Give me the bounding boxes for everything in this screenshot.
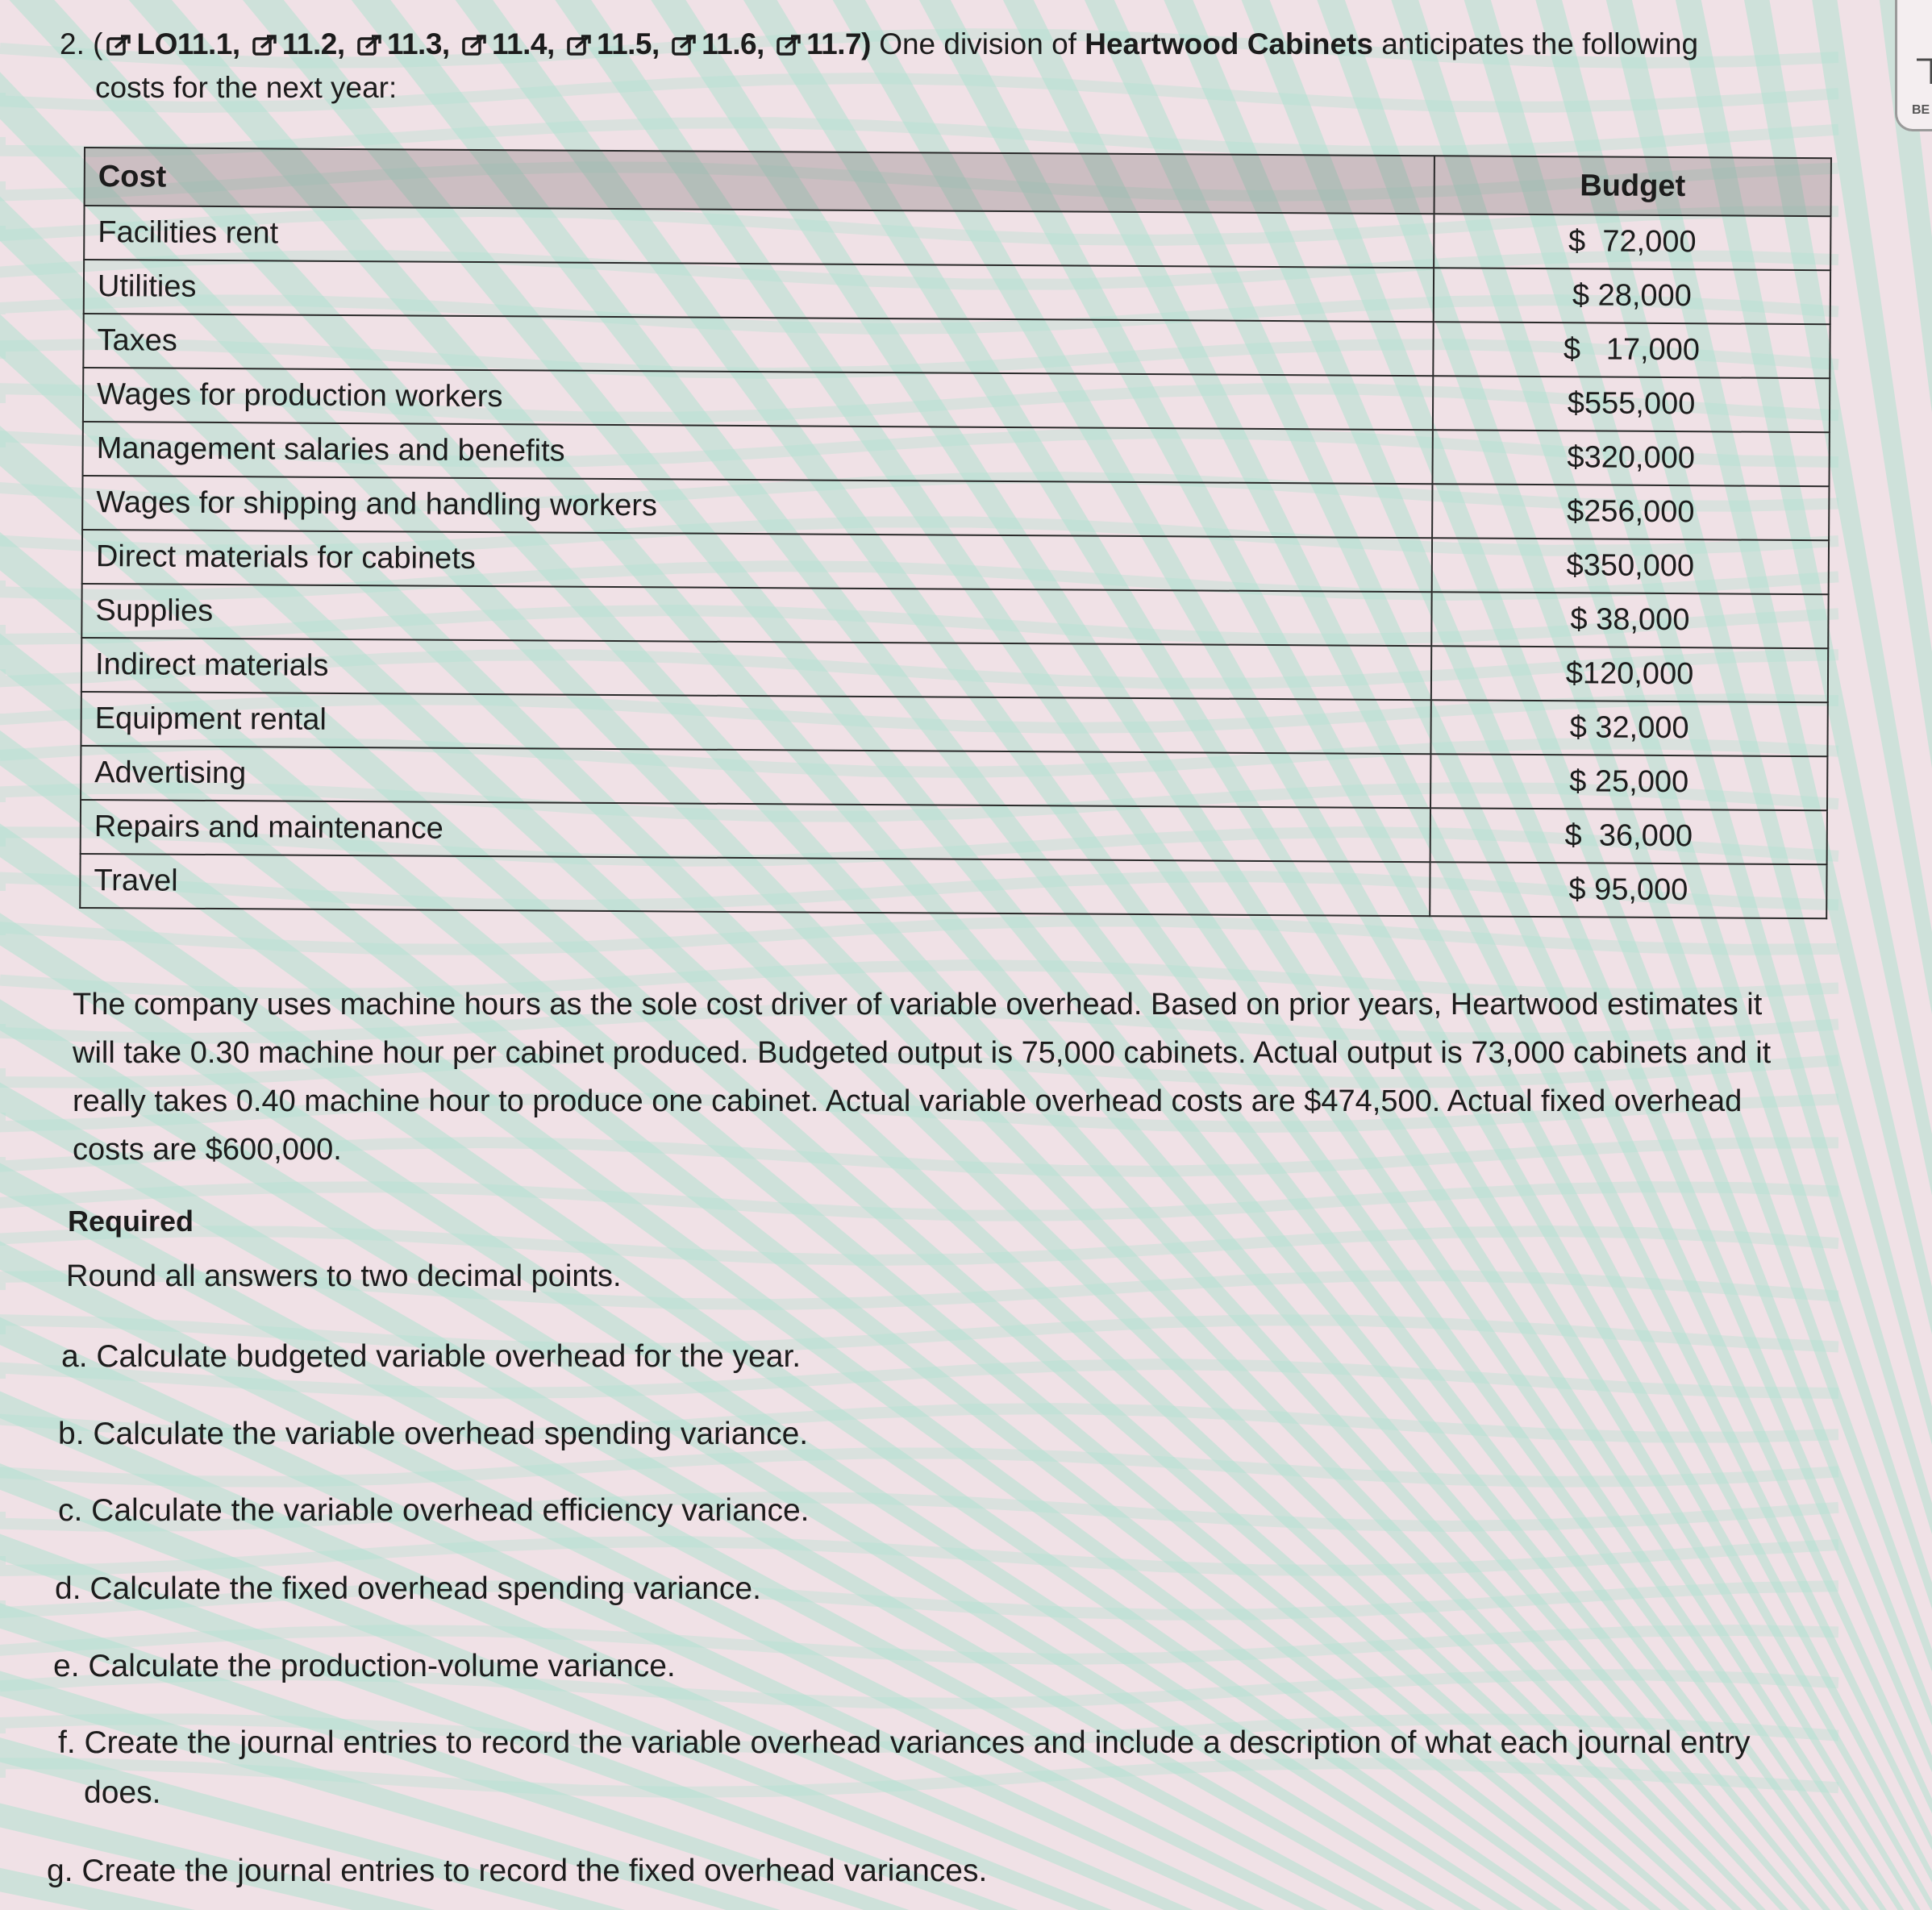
lo-ref-label: 11.5,: [597, 27, 660, 60]
lo-ref-label: 11.3,: [386, 27, 450, 60]
budget-value: $ 72,000: [1434, 214, 1830, 270]
budget-value: $ 95,000: [1430, 862, 1826, 918]
lo-ref-1[interactable]: [248, 27, 345, 60]
external-link-icon: [776, 33, 803, 57]
intro-line2: costs for the next year:: [95, 71, 398, 104]
cost-budget-table: [79, 147, 1832, 919]
cost-name: Advertising: [81, 746, 1430, 808]
requirement-a: a. Calculate budgeted variable overhead for the year.: [61, 1339, 802, 1374]
budget-value: $120,000: [1431, 646, 1828, 702]
external-link-icon: [671, 33, 698, 57]
cost-name: Repairs and maintenance: [81, 800, 1430, 862]
cost-name: Travel: [80, 854, 1430, 916]
sidebar-badge: BE: [1912, 103, 1930, 117]
requirement-c: c. Calculate the variable overhead efficiency variance.: [58, 1493, 810, 1528]
right-edge-tab[interactable]: [1895, 0, 1932, 131]
problem-description: The company uses machine hours as the sole cost driver of variable overhead. Based on prior years, Heartwood estimates it will take 0.30 machine hour per cabinet produced. Budgeted output is 75,000 cabinets. Actual output is 73,000 cabinets and it really takes 0.40 machine hour to produce one cabinet. Actual variable overhead costs are $474,500. Actual fixed overhead costs are $600,000.: [73, 988, 1772, 1167]
lo-ref-label: LO11.1,: [136, 27, 240, 60]
external-link-icon: [252, 33, 279, 57]
budget-value: $ 32,000: [1430, 700, 1827, 756]
external-link-icon: [566, 33, 593, 57]
lo-ref-6[interactable]: [772, 27, 871, 60]
budget-column-header: Budget: [1434, 156, 1831, 216]
problem-header: [60, 23, 1817, 110]
required-heading: Required: [68, 1205, 194, 1238]
lo-ref-3[interactable]: [458, 27, 555, 60]
budget-value: $ 28,000: [1434, 268, 1830, 324]
company-name: Heartwood Cabinets: [1085, 27, 1373, 60]
cost-name: Wages for shipping and handling workers: [82, 476, 1432, 538]
budget-value: $256,000: [1432, 484, 1829, 540]
cost-name: Management salaries and benefits: [83, 422, 1433, 484]
bookmark-icon: [1915, 58, 1932, 85]
cost-name: Supplies: [81, 584, 1431, 646]
requirement-b: b. Calculate the variable overhead spending variance.: [58, 1417, 809, 1451]
lo-ref-0[interactable]: [102, 27, 239, 60]
intro-before: One division of: [879, 27, 1076, 60]
external-link-icon: [106, 33, 133, 57]
cost-name: Wages for production workers: [83, 368, 1433, 430]
cost-name: Equipment rental: [81, 692, 1430, 754]
cost-name: Indirect materials: [81, 638, 1431, 700]
table-row: [80, 854, 1826, 918]
external-link-icon: [356, 33, 384, 57]
budget-value: $320,000: [1432, 430, 1829, 486]
requirement-g: g. Create the journal entries to record the fixed overhead variances.: [47, 1854, 988, 1888]
lo-ref-label: 11.2,: [281, 27, 345, 60]
lo-ref-2[interactable]: [353, 27, 450, 60]
intro-after: anticipates the following: [1381, 27, 1699, 60]
cost-name: Direct materials for cabinets: [82, 530, 1432, 592]
open-paren: (: [93, 27, 103, 60]
problem-number: 2.: [60, 27, 85, 60]
lo-ref-label: 11.4,: [491, 27, 555, 60]
lo-ref-5[interactable]: [668, 27, 764, 60]
requirement-e: e. Calculate the production-volume variance.: [53, 1649, 676, 1683]
cost-name: Utilities: [84, 260, 1434, 322]
requirement-d: d. Calculate the fixed overhead spending variance.: [55, 1571, 761, 1606]
budget-value: $ 17,000: [1433, 322, 1830, 378]
rounding-note: Round all answers to two decimal points.: [66, 1259, 622, 1293]
lo-ref-label: 11.6,: [702, 27, 764, 60]
lo-ref-4[interactable]: [563, 27, 660, 60]
budget-value: $ 36,000: [1430, 808, 1827, 864]
budget-value: $ 25,000: [1430, 754, 1827, 810]
lo-ref-label: 11.7): [806, 27, 871, 60]
table-header-row: [85, 148, 1831, 216]
budget-value: $555,000: [1433, 376, 1830, 432]
budget-value: $350,000: [1432, 538, 1829, 594]
requirement-f: f. Create the journal entries to record the variable overhead variances and include a description of what each journal entry does.: [58, 1725, 1751, 1810]
cost-name: Facilities rent: [84, 206, 1434, 268]
cost-name: Taxes: [83, 314, 1433, 376]
external-link-icon: [461, 33, 489, 57]
budget-value: $ 38,000: [1431, 592, 1828, 648]
cost-column-header: Cost: [85, 148, 1434, 214]
